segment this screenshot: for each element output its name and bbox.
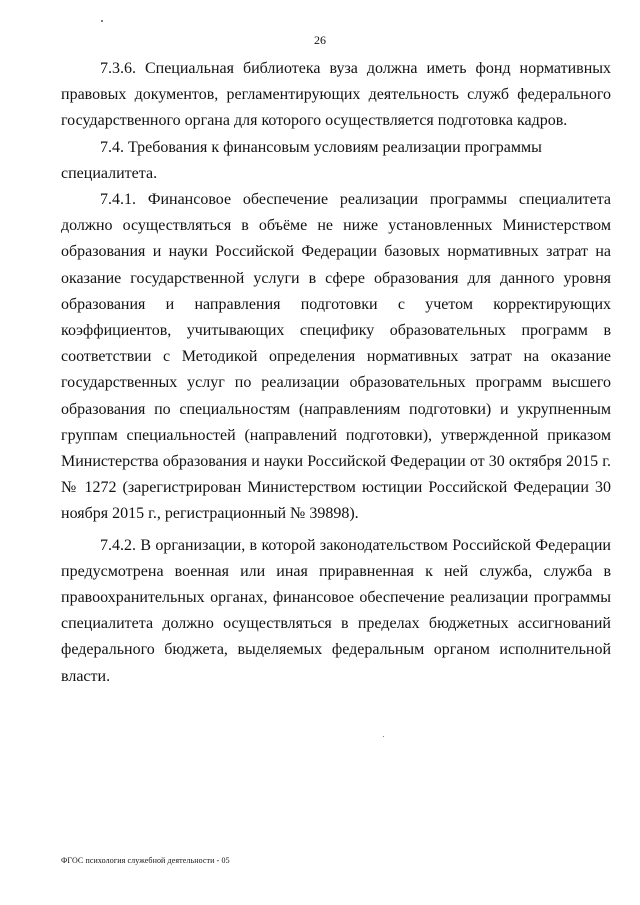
paragraph-7-4-2: 7.4.2. В организации, в которой законодательством Российской Федерации предусмотрена военная или иная приравненная к ней служба, служба в правоохранительных органах, финансовое обеспечение реализации программы специалитета должно осуществляться в пределах бюджетных ассигнований федерального бюджета, выделяемых федеральным органом исполнительной власти. [61,536,611,685]
section-heading-7-4: 7.4. Требования к финансовым условиям реализации программы специалитета. [61,138,542,182]
paragraph-7-3-6: 7.3.6. Специальная библиотека вуза должна иметь фонд нормативных правовых документов, регламентирующих деятельность служб федерального государственного органа для которого осуществляется подготовка кадров. [61,60,611,130]
page-number: 26 [314,33,326,47]
scan-speck [383,736,384,737]
document-footer: ФГОС психология служебной деятельности - 05 [61,856,230,865]
scan-speck [101,20,103,22]
document-body [61,56,611,690]
paragraph-7-4-1: 7.4.1. Финансовое обеспечение реализации программы специалитета должно осуществляться в объёме не ниже установленных Министерством образования и науки Российской Федерации базовых нормативных затрат на оказание государственной услуги в сфере образования для данного уровня образования и направления подготовки с учетом корректирующих коэффициентов, учитывающих специфику образовательных программ в соответствии с Методикой определения нормативных затрат на оказание государственных услуг по реализации образовательных программ высшего образования по специальностям (направлениям подготовки) и укрупненным группам специальностей (направлений подготовки), утвержденной приказом Министерства образования и науки Российской Федерации от 30 октября 2015 г. № 1272 (зарегистрирован Министерством юстиции Российской Федерации 30 ноября 2015 г., регистрационный № 39898). [61,191,611,523]
